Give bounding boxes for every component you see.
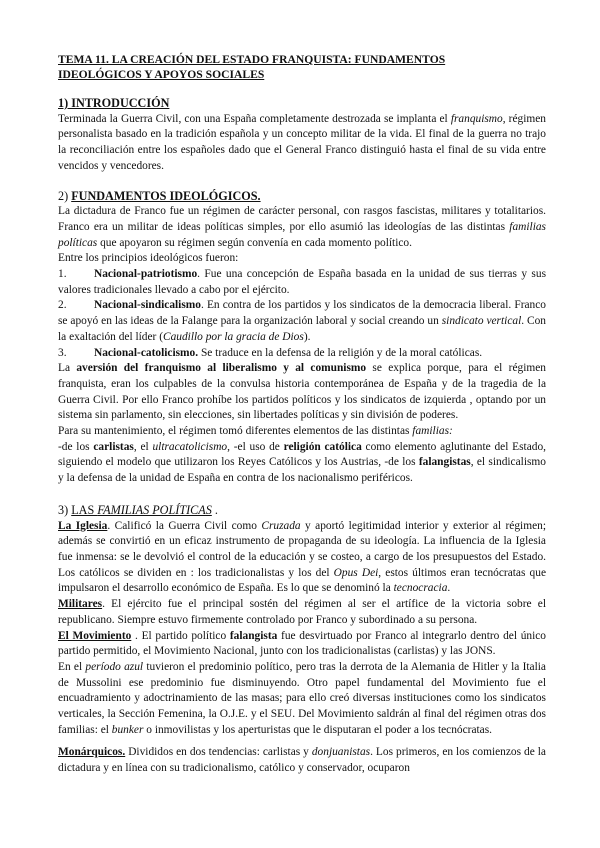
periodo-azul-paragraph: En el período azul tuvieron el predominio político, pero tras la derrota de la Alemania de Hitler y la Italia de Mussolini ese predominio fue disminuyendo. Otro papel fundamental del Movimiento fue el encuadramiento y adoctrinamiento de las masas; para ello creó diversas instituciones como los sindicatos verticales, la Sección Femenina, la O.J.E. y el SEU. Del Movimiento saldrán al final del régimen otras dos familias: el bunker o inmovilistas y los aperturistas que le disputaran el poder a los tecnócratas. <box>58 660 546 736</box>
familia-iglesia: La Iglesia. Calificó la Guerra Civil como Cruzada y aportó legitimidad interior y exterior al régimen; además se convirtió en un eficaz instrumento de propaganda de su ideología. La influencia de la Iglesia fue inmensa: se le devolvió el control de la educación y se costeo, a cargo de los presupuestos del Estado. Los católicos se dividen en : los tradicionalistas y los del Opus Dei, estos últimos eran tecnócratas que impulsaron el desarrollo económico de España. Es lo que se denominó la tecnocracia. <box>58 519 546 595</box>
principle-item-1: 1. Nacional-patriotismo. Fue una concepción de España basada en la unidad de sus tierras y sus valores tradicionales llevado a cabo por el ejército. <box>58 268 546 296</box>
title-line-2: IDEOLÓGICOS Y APOYOS SOCIALES <box>58 68 265 81</box>
principle-item-2: 2. Nacional-sindicalismo. En contra de los partidos y los sindicatos de la democracia liberal. Franco se apoyó en las ideas de la Falange para la organización laboral y social creando un sindicato vertical. Con la exaltación del líder (Caudillo por la gracia de Dios). <box>58 299 546 343</box>
fundamentos-paragraph-3: La aversión del franquismo al liberalismo y al comunismo se explica porque, para el régimen franquista, eran los culpables de la convulsa historia contemporánea de España y de la tragedia de la Guerra Civil. Por ello Franco prohíbe los partidos políticos y los sindicatos de izquierda , optando por un sistema sin parlamento, sin elecciones, sin libertades políticas y sin división de poderes. <box>58 362 546 422</box>
heading-familias-politicas: 3) LAS FAMILIAS POLÍTICAS . <box>58 502 218 517</box>
document-title <box>58 52 546 82</box>
fundamentos-paragraph-1: La dictadura de Franco fue un régimen de carácter personal, con rasgos fascistas, militares y totalitarios. Franco era un militar de ideas políticas simples, por ello asumió las ideologías de las distintas familias políticas que apoyaron su régimen según convenía en cada momento político. <box>58 205 546 249</box>
fundamentos-paragraph-5: -de los carlistas, el ultracatolicismo, -el uso de religión católica como elemento aglutinante del Estado, siguiendo el modelo que utilizaron los Reyes Católicos y los Austrias, -de los falangistas, el sindicalismo y la defensa de la unidad de España en contra de los nacionalismo periféricos. <box>58 440 547 485</box>
title-line-1: TEMA 11. LA CREACIÓN DEL ESTADO FRANQUISTA: FUNDAMENTOS <box>58 53 446 66</box>
fundamentos-paragraph-4: Para su mantenimiento, el régimen tomó diferentes elementos de las distintas familias: <box>58 425 453 438</box>
familia-monarquicos: Monárquicos. Divididos en dos tendencias: carlistas y donjuanistas. Los primeros, en los comienzos de la dictadura y en línea con su tradicionalismo, católico y conservador, ocuparon <box>58 746 546 775</box>
familia-movimiento: El Movimiento . El partido político falangista fue desvirtuado por Franco al integrarlo dentro del único partido permitido, el Movimiento Nacional, junto con los tradicionalistas (carlistas) y las JONS. <box>58 629 547 658</box>
principle-item-3: 3. Nacional-catolicismo. Se traduce en la defensa de la religión y de la moral católicas. <box>58 346 483 359</box>
heading-fundamentos: 2) FUNDAMENTOS IDEOLÓGICOS. <box>58 188 261 203</box>
intro-paragraph: Terminada la Guerra Civil, con una España completamente destrozada se implanta el franquismo, régimen personalista basado en la tradición española y un concepto militar de la vida. El final de la guerra no trajo la reconciliación entre los españoles dado que el General Franco distinguió hasta el final de su vida entre vencidos y vencedores. <box>58 112 547 172</box>
heading-introduccion: 1) INTRODUCCIÓN <box>58 96 170 110</box>
familia-militares: Militares. El ejército fue el principal sostén del régimen al ser el artífice de la victoria sobre el republicano. Siempre estuvo firmemente controlado por Franco y subordinado a su persona. <box>58 598 546 626</box>
fundamentos-paragraph-2: Entre los principios ideológicos fueron: <box>58 252 239 265</box>
